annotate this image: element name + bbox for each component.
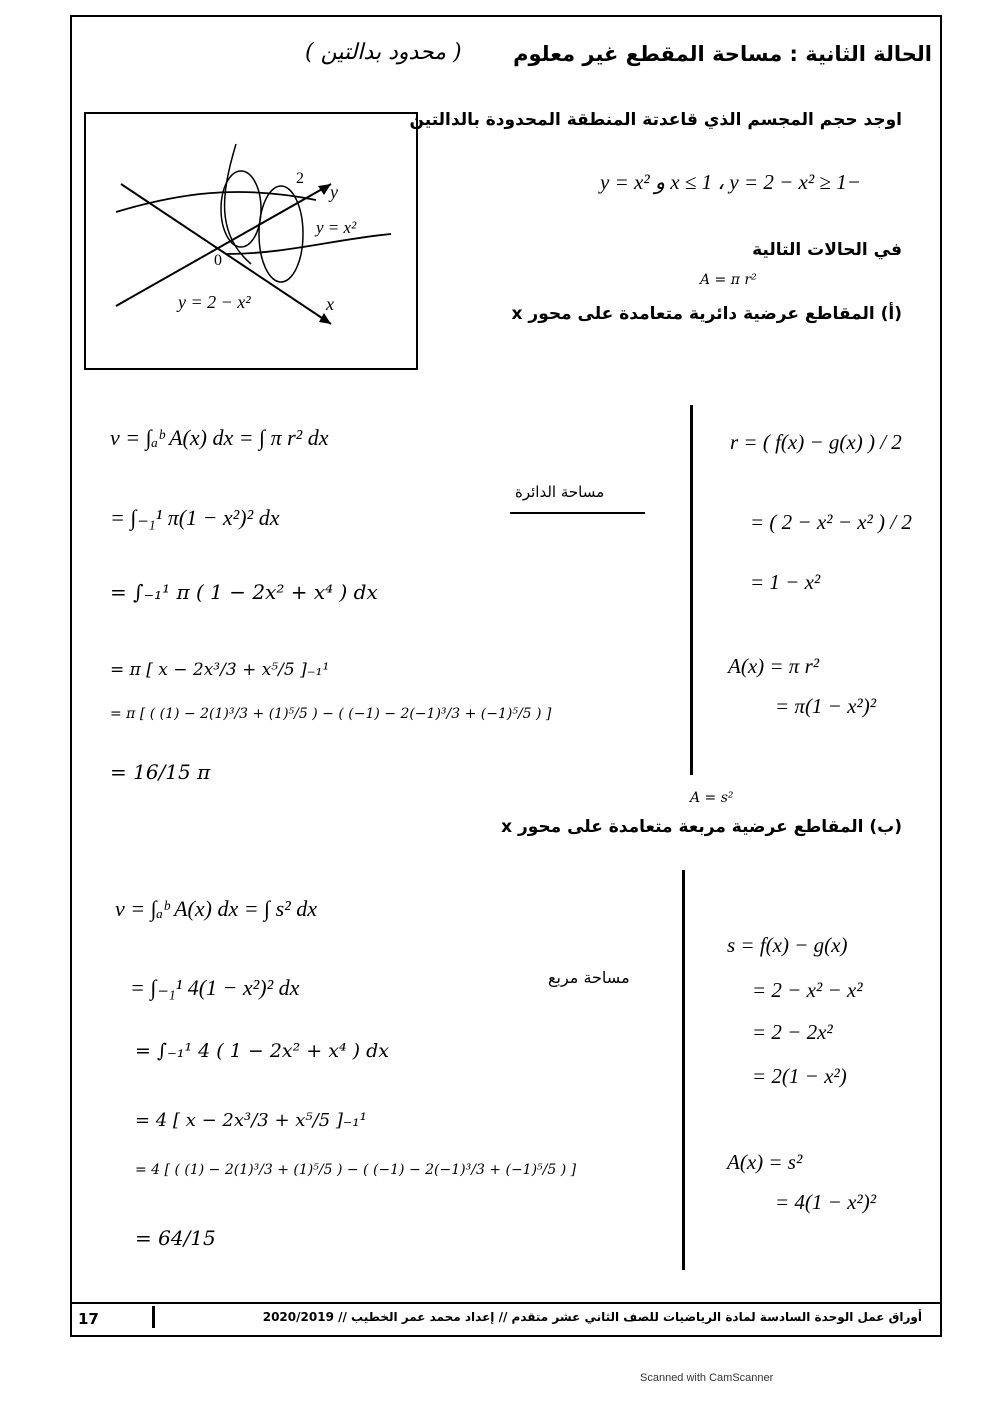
part-b-divider: [682, 870, 685, 1270]
part-a-title: (أ) المقاطع عرضية دائرية متعامدة على محور x: [511, 304, 902, 324]
diagram-origin-label: 0: [214, 252, 222, 269]
footer-text: أوراق عمل الوحدة السادسة لمادة الرياضيات للصف الثاني عشر متقدم // إعداد محمد عمر الخطيب // 2020/2019: [262, 1310, 922, 1324]
volume-diagram: [84, 112, 418, 370]
part-b-step-5: = 4 [ ( (1) − 2(1)³/3 + (1)⁵/5 ) − ( (−1) − 2(−1)³/3 + (−1)⁵/5 ) ]: [135, 1162, 577, 1178]
part-a-area-formula: A = π r²: [700, 272, 757, 288]
part-b-step-2: = ∫₋₁¹ 4(1 − x²)² dx: [130, 975, 300, 1000]
problem-condition: −1 ≤ x ≤ 1 ، y = 2 − x² و y = x²: [600, 170, 861, 194]
part-a-radius-4: A(x) = π r²: [728, 654, 820, 678]
page-number: 17: [78, 1310, 99, 1328]
part-b-step-6: = 64/15: [135, 1226, 216, 1250]
part-b-area-formula: A = s²: [690, 790, 734, 806]
part-b-side-1: s = f(x) − g(x): [727, 933, 848, 957]
part-a-step-2: = ∫₋₁¹ π(1 − x²)² dx: [110, 505, 280, 530]
diagram-svg: [86, 114, 416, 368]
part-b-side-3: = 2 − 2x²: [752, 1020, 833, 1044]
diagram-lower-curve-label: y = 2 − x²: [178, 292, 251, 312]
part-a-radius-2: = ( 2 − x² − x² ) / 2: [750, 510, 912, 534]
part-a-step-6: = 16/15 π: [110, 760, 211, 784]
part-b-side-6: = 4(1 − x²)²: [775, 1190, 876, 1214]
diagram-y-label: y: [330, 182, 338, 202]
part-a-step-5: = π [ ( (1) − 2(1)³/3 + (1)⁵/5 ) − ( (−1) − 2(−1)³/3 + (−1)⁵/5 ) ]: [110, 706, 552, 722]
footer-divider: [152, 1306, 155, 1328]
part-a-radius-1: r = ( f(x) − g(x) ) / 2: [730, 430, 902, 454]
cross-section-2: [259, 186, 303, 282]
part-b-side-note: مساحة مربع: [548, 968, 630, 987]
problem-statement: اوجد حجم المجسم الذي قاعدتة المنطقة المحدودة بالدالتين: [409, 110, 902, 130]
diagram-two-label: 2: [296, 170, 304, 187]
part-a-divider: [690, 405, 693, 775]
part-a-side-note: مساحة الدائرة: [515, 483, 605, 501]
part-b-side-4: = 2(1 − x²): [752, 1064, 847, 1088]
part-a-radius-3: = 1 − x²: [750, 570, 821, 594]
part-a-step-4: = π [ x − 2x³/3 + x⁵/5 ]₋₁¹: [110, 660, 330, 680]
part-b-side-5: A(x) = s²: [727, 1150, 803, 1174]
part-b-side-2: = 2 − x² − x²: [752, 978, 863, 1002]
diagram-x-label: x: [326, 294, 334, 314]
part-b-step-3: = ∫₋₁¹ 4 ( 1 − 2x² + x⁴ ) dx: [135, 1040, 389, 1062]
part-b-title: (ب) المقاطع عرضية مربعة متعامدة على محور x: [501, 817, 902, 837]
part-b-step-4: = 4 [ x − 2x³/3 + x⁵/5 ]₋₁¹: [135, 1110, 367, 1131]
footer-line: [70, 1302, 942, 1304]
section-note: ( محدود بدالتين ): [305, 40, 462, 65]
scanner-watermark: Scanned with CamScanner: [640, 1372, 774, 1384]
part-b-step-1: v = ∫ₐᵇ A(x) dx = ∫ s² dx: [115, 896, 318, 921]
cases-heading: في الحالات التالية: [752, 240, 902, 260]
diagram-upper-curve-label: y = x²: [316, 218, 357, 237]
part-a-step-1: v = ∫ₐᵇ A(x) dx = ∫ π r² dx: [110, 425, 329, 450]
part-a-side-note-underline: [510, 512, 645, 514]
part-a-radius-5: = π(1 − x²)²: [775, 694, 877, 718]
curve-lower: [226, 234, 391, 254]
section-title: الحالة الثانية : مساحة المقطع غير معلوم: [513, 42, 932, 66]
part-a-step-3: = ∫₋₁¹ π ( 1 − 2x² + x⁴ ) dx: [110, 580, 378, 604]
